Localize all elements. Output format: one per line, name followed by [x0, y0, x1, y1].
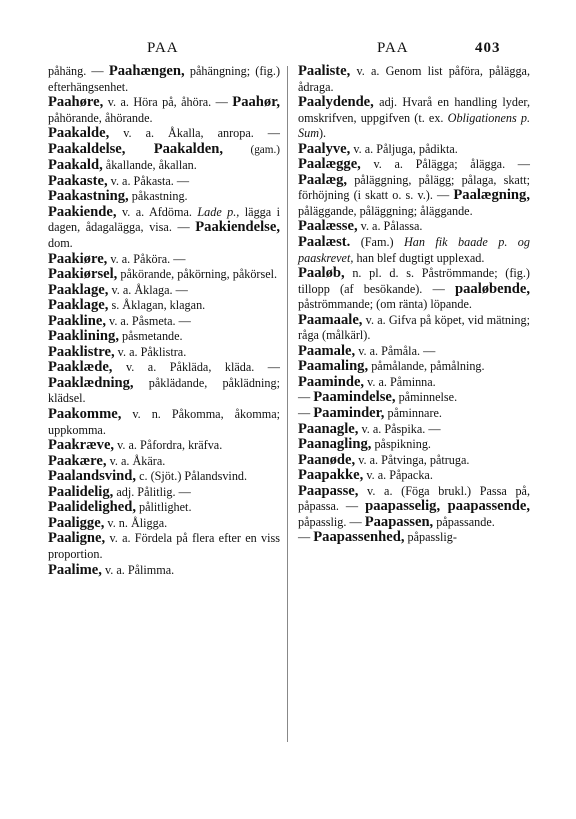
headword: Paaligne, — [48, 530, 106, 547]
definition-text: v. a. Åklaga. — — [108, 282, 188, 297]
headword: Paalægning, — [453, 187, 530, 204]
usage-label: (gam.) — [223, 143, 280, 156]
definition-text: — — [298, 406, 314, 421]
definition-text: v. a. Afdöma. — [116, 204, 198, 219]
definition-text: n. pl. d. s. Påströmmande; (fig.) tillopp (af besökande). — — [298, 266, 530, 296]
definition-text: v. a. Påsmeta. — — [105, 313, 191, 328]
definition-text: påminnelse. — [395, 390, 458, 405]
definition-text: c. (Sjöt.) Pålandsvind. — [136, 469, 248, 484]
italic-example: Obligationens p. Sum — [298, 110, 530, 141]
definition-text: — — [298, 530, 314, 545]
dictionary-entry — [48, 345, 280, 361]
headword: Paalidelig, — [48, 483, 114, 500]
definition-text: pålitlighet. — [135, 500, 192, 515]
dictionary-entry — [298, 468, 530, 484]
definition-text: — — [298, 390, 314, 405]
dictionary-entry — [48, 174, 280, 190]
headword: Paaklistre, — [48, 343, 115, 360]
definition-text: v. a. Pålägga; ålägga. — — [360, 157, 530, 172]
dictionary-entry — [298, 313, 530, 344]
definition-text: v. a. Åkära. — [106, 453, 166, 468]
definition-text: v. a. Gifva på köpet, vid mätning; råga (målkärl). — [298, 312, 530, 343]
dictionary-entry — [298, 219, 530, 235]
definition-text: ). — [319, 126, 327, 141]
definition-text: påklädande, påklädning; klädsel. — [48, 375, 280, 406]
dictionary-entry — [48, 516, 280, 532]
dictionary-entry — [298, 157, 530, 219]
dictionary-entry — [48, 438, 280, 454]
headword: Paalime, — [48, 561, 102, 578]
definition-text: v. a. Påkasta. — — [107, 173, 190, 188]
dictionary-entry — [48, 485, 280, 501]
dictionary-entry — [48, 329, 280, 345]
definition-text: v. a. Höra på, åhöra. — — [103, 95, 233, 110]
dictionary-entry — [48, 95, 280, 126]
headword: Paahængen, — [108, 63, 185, 79]
headword: paaløbende, — [454, 280, 530, 297]
headword: Paalæst. — [298, 234, 351, 251]
definition-text: påpasslig. — — [298, 514, 365, 529]
definition-text: påströmmande; (om ränta) löpande. — [298, 297, 472, 312]
definition-text: påpasslig- — [404, 530, 457, 545]
headword: Paakiendelse, — [195, 219, 280, 236]
dictionary-entry — [48, 314, 280, 330]
dictionary-entry — [48, 252, 280, 268]
headword: Paalæsse, — [298, 218, 358, 235]
dictionary-entry — [48, 407, 280, 438]
dictionary-entry — [48, 298, 280, 314]
definition-text: v. a. Pålimma. — [101, 562, 175, 577]
dictionary-entry — [298, 95, 530, 142]
headword: Paakastning, — [48, 188, 129, 205]
dictionary-entry — [48, 454, 280, 470]
dictionary-entry — [48, 500, 280, 516]
headword: Paaminde, — [298, 373, 365, 390]
definition-text: påsmetande. — [118, 329, 183, 344]
dictionary-entry — [298, 266, 530, 313]
definition-text: (Fam.) — [350, 235, 404, 250]
definition-text: påpassande. — [433, 514, 495, 529]
dictionary-entry — [298, 375, 530, 391]
definition-text: v. n. Påkomma, åkomma; uppkomma. — [48, 407, 280, 437]
headword: Paakaldelse, Paakalden, — [48, 140, 224, 157]
dictionary-entry — [298, 359, 530, 375]
definition-text: v. a. Påljuga, pådikta. — [350, 141, 458, 156]
dictionary-entry — [48, 126, 280, 174]
definition-text: v. a. Påminna. — [364, 374, 436, 389]
running-head-left: PAA — [147, 40, 179, 56]
headword: Paapassenhed, — [313, 529, 405, 546]
headword: Paakræve, — [48, 437, 115, 454]
dictionary-entry — [48, 360, 280, 407]
dictionary-entry — [48, 283, 280, 299]
definition-text: v. a. Påmåla. — — [355, 343, 436, 358]
definition-text: v. a. Åkalla, anropa. — — [109, 126, 280, 141]
definition-text: påhäng. — — [48, 64, 109, 78]
dictionary-entry — [48, 189, 280, 205]
dictionary-entry — [298, 453, 530, 469]
right-column — [298, 64, 530, 546]
headword: Paamale, — [298, 342, 356, 359]
definition-text: påhängning; (fig.) efterhängsenhet. — [48, 64, 280, 94]
headword: Paakalde, — [48, 125, 110, 142]
definition-text: v. a. (Föga brukl.) Passa på, påpassa. — — [298, 483, 530, 514]
headword: Paakære, — [48, 452, 107, 469]
definition-text: han blef dugtigt upplexad. — [353, 250, 485, 265]
definition-text: påhörande, åhörande. — [48, 110, 153, 125]
definition-text: påmålande, påmålning. — [368, 359, 485, 374]
headword: Paapassen, — [364, 513, 434, 530]
definition-text: v. a. Fördela på flera efter en viss proportion. — [48, 531, 280, 561]
dictionary-entry — [48, 205, 280, 252]
dictionary-entry — [298, 530, 530, 546]
definition-text: v. a. Påspika. — — [358, 421, 441, 436]
headword: Paakiøre, — [48, 250, 108, 267]
headword: paapasselig, paapassende, — [365, 498, 531, 515]
headword: Paapasse, — [298, 482, 359, 499]
definition-text: dom. — [48, 236, 73, 251]
column-divider — [287, 66, 288, 742]
dictionary-entry — [48, 64, 280, 95]
headword: Paanøde, — [298, 451, 356, 468]
dictionary-entry — [298, 344, 530, 360]
definition-text: v. a. Genom list påföra, pålägga, ådraga. — [298, 64, 530, 94]
headword: Paahøre, — [48, 94, 104, 111]
headword: Paamaale, — [298, 311, 363, 328]
definition-text: påkastning. — [128, 189, 188, 204]
definition-text: s. Åklagan, klagan. — [108, 298, 206, 313]
headword: Paanagle, — [298, 420, 359, 437]
page-number: 403 — [475, 40, 501, 56]
dictionary-entry — [48, 563, 280, 579]
headword: Paakomme, — [48, 406, 122, 423]
dictionary-entry — [298, 484, 530, 531]
headword: Paaklining, — [48, 328, 119, 345]
dictionary-entry — [298, 406, 530, 422]
definition-text: v. n. Åligga. — [104, 515, 168, 530]
definition-text: adj. Pålitlig. — — [113, 484, 191, 499]
dictionary-entry — [298, 422, 530, 438]
dictionary-entry — [298, 64, 530, 95]
headword: Paaklage, — [48, 297, 109, 314]
headword: Paalidelighed, — [48, 499, 136, 516]
headword: Paanagling, — [298, 436, 372, 453]
definition-text: påkörande, påkörning, påkörsel. — [117, 267, 278, 282]
definition-text: påminnare. — [384, 406, 442, 421]
dictionary-entry — [298, 142, 530, 158]
headword: Paalandsvind, — [48, 468, 137, 485]
headword: Paalyve, — [298, 140, 351, 157]
definition-text: v. a. Påpacka. — [363, 468, 433, 483]
definition-text: påläggning, pålägg; pålaga, skatt; förhöjning (i skatt o. s. v.). — — [298, 172, 530, 203]
headword: Paalægge, — [298, 156, 361, 173]
headword: Paahør, — [232, 94, 280, 111]
headword: Paamindelse, — [313, 389, 396, 406]
dictionary-entry — [298, 390, 530, 406]
italic-example: Han fik baade p. og paaskrevet, — [298, 235, 530, 265]
headword: Paaliste, — [298, 63, 351, 79]
headword: Paakiende, — [48, 203, 117, 220]
headword: Paakaste, — [48, 172, 108, 189]
definition-text: åkallande, åkallan. — [102, 158, 197, 173]
headword: Paakiørsel, — [48, 266, 118, 283]
headword: Paaklæde, — [48, 359, 113, 376]
headword: Paalæg, — [298, 171, 348, 188]
headword: Paakline, — [48, 312, 106, 329]
headword: Paaligge, — [48, 514, 105, 531]
definition-text: adj. Hvarå en handling lyder, omskrifven, uppgifven (t. ex. — [298, 95, 530, 125]
headword: Paapakke, — [298, 467, 364, 484]
headword: Paamaling, — [298, 358, 369, 375]
definition-text: v. a. Påköra. — — [107, 251, 186, 266]
dictionary-entry — [48, 267, 280, 283]
dictionary-entry — [48, 531, 280, 562]
definition-text: v. a. Pålassa. — [357, 219, 423, 234]
headword: Paaløb, — [298, 265, 345, 282]
italic-example: Lade p., — [197, 204, 240, 219]
definition-text: lägga i dagen, ådagalägga, visa. — — [48, 204, 280, 235]
definition-text: v. a. Påklistra. — [114, 344, 187, 359]
left-column — [48, 64, 280, 578]
definition-text: påläggande, påläggning; åläggande. — [298, 203, 473, 218]
dictionary-entry — [298, 437, 530, 453]
definition-text: v. a. Påfordra, kräfva. — [114, 438, 223, 453]
definition-text: v. a. Påkläda, kläda. — — [112, 360, 280, 375]
headword: Paaklage, — [48, 281, 109, 298]
headword: Paaminder, — [313, 405, 385, 422]
headword: Paakald, — [48, 157, 103, 174]
definition-text: påspikning. — [371, 437, 431, 452]
running-head-right: PAA — [377, 40, 409, 56]
headword: Paalydende, — [298, 94, 374, 111]
definition-text: v. a. Påtvinga, påtruga. — [355, 452, 470, 467]
dictionary-entry — [48, 469, 280, 485]
headword: Paaklædning, — [48, 374, 134, 391]
dictionary-entry — [298, 235, 530, 266]
